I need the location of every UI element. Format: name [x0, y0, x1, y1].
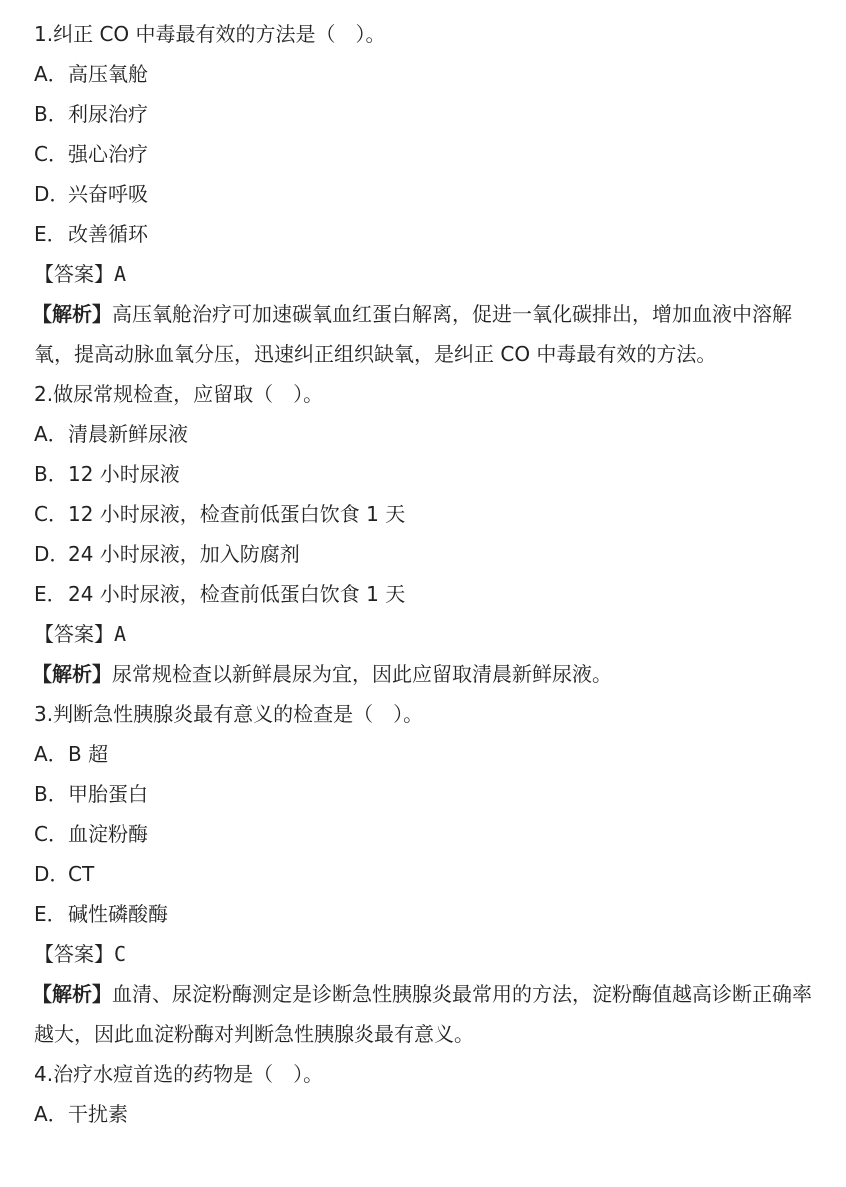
- option-text: 12 小时尿液，检查前低蛋白饮食 1 天: [68, 502, 406, 526]
- option-text: 碱性磷酸酶: [68, 902, 168, 926]
- option-letter: C．: [34, 502, 68, 526]
- question-stem: 4.治疗水痘首选的药物是（ ）。: [34, 1062, 324, 1086]
- question-document: [34, 14, 824, 1134]
- answer-value: A: [114, 622, 127, 646]
- analysis-paragraph: [34, 974, 824, 1054]
- option-text: 利尿治疗: [68, 102, 148, 126]
- option-text: B 超: [68, 742, 109, 766]
- answer-label: 【答案】: [34, 262, 114, 286]
- option-letter: B．: [34, 462, 68, 486]
- option-text: 血淀粉酶: [68, 822, 148, 846]
- option-item: [34, 454, 824, 494]
- option-text: 甲胎蛋白: [68, 782, 148, 806]
- option-text: 24 小时尿液，检查前低蛋白饮食 1 天: [68, 582, 406, 606]
- option-item: [34, 574, 824, 614]
- option-text: 24 小时尿液，加入防腐剂: [68, 542, 300, 566]
- analysis-text: 血清、尿淀粉酶测定是诊断急性胰腺炎最常用的方法，淀粉酶值越高诊断正确率越大，因此血淀粉酶对判断急性胰腺炎最有意义。: [34, 982, 812, 1046]
- option-letter: E．: [34, 222, 67, 246]
- analysis-label: 【解析】: [32, 662, 112, 686]
- option-item: [34, 134, 824, 174]
- option-letter: D．: [34, 182, 70, 206]
- option-item: [34, 494, 824, 534]
- option-letter: C．: [34, 142, 68, 166]
- analysis-label: 【解析】: [32, 302, 112, 326]
- option-letter: A．: [34, 62, 68, 86]
- option-item: [34, 774, 824, 814]
- analysis-paragraph: [34, 294, 824, 374]
- question-stem: 1.纠正 CO 中毒最有效的方法是（ ）。: [34, 22, 386, 46]
- option-item: [34, 214, 824, 254]
- option-text: 12 小时尿液: [68, 462, 180, 486]
- option-letter: B．: [34, 782, 68, 806]
- analysis-paragraph: [34, 654, 824, 694]
- option-item: [34, 1094, 824, 1134]
- answer-value: C: [114, 942, 127, 966]
- analysis-text: 高压氧舱治疗可加速碳氧血红蛋白解离，促进一氧化碳排出，增加血液中溶解氧，提高动脉血氧分压，迅速纠正组织缺氧，是纠正 CO 中毒最有效的方法。: [34, 302, 792, 366]
- answer-line: [34, 934, 824, 974]
- option-letter: A．: [34, 422, 68, 446]
- option-item: [34, 94, 824, 134]
- question-stem: 2.做尿常规检查，应留取（ ）。: [34, 382, 324, 406]
- option-text: 干扰素: [68, 1102, 128, 1126]
- option-item: [34, 894, 824, 934]
- answer-label: 【答案】: [34, 622, 114, 646]
- option-text: 高压氧舱: [68, 62, 148, 86]
- option-letter: C．: [34, 822, 68, 846]
- option-item: [34, 734, 824, 774]
- option-text: 清晨新鲜尿液: [68, 422, 188, 446]
- option-letter: A．: [34, 742, 68, 766]
- option-letter: A．: [34, 1102, 68, 1126]
- option-letter: D．: [34, 542, 70, 566]
- option-letter: D．: [34, 862, 70, 886]
- option-letter: B．: [34, 102, 68, 126]
- option-text: CT: [68, 862, 95, 886]
- answer-line: [34, 614, 824, 654]
- answer-value: A: [114, 262, 127, 286]
- option-item: [34, 414, 824, 454]
- option-text: 兴奋呼吸: [68, 182, 148, 206]
- option-item: [34, 854, 824, 894]
- option-text: 改善循环: [68, 222, 148, 246]
- analysis-label: 【解析】: [32, 982, 112, 1006]
- answer-line: [34, 254, 824, 294]
- option-item: [34, 534, 824, 574]
- option-letter: E．: [34, 902, 67, 926]
- answer-label: 【答案】: [34, 942, 114, 966]
- analysis-text: 尿常规检查以新鲜晨尿为宜，因此应留取清晨新鲜尿液。: [112, 662, 612, 686]
- option-item: [34, 174, 824, 214]
- option-item: [34, 54, 824, 94]
- question-stem: 3.判断急性胰腺炎最有意义的检查是（ ）。: [34, 702, 424, 726]
- option-text: 强心治疗: [68, 142, 148, 166]
- option-letter: E．: [34, 582, 67, 606]
- option-item: [34, 814, 824, 854]
